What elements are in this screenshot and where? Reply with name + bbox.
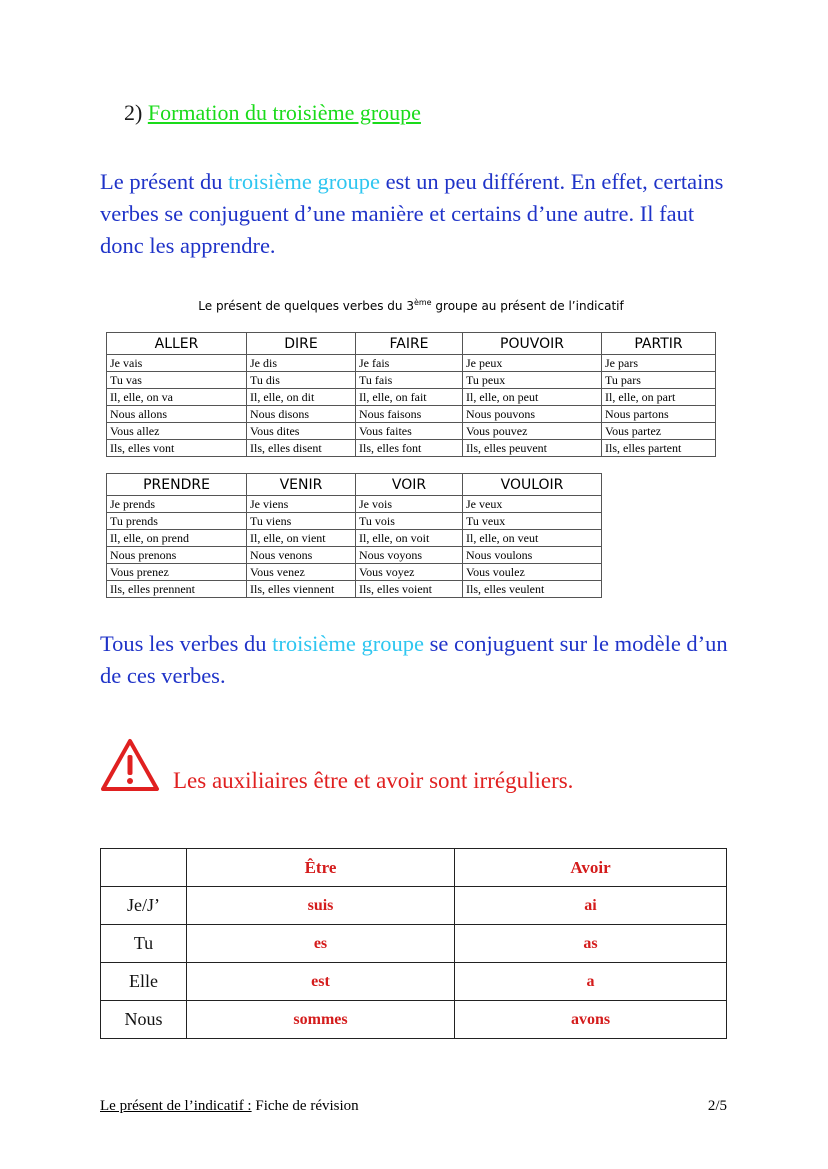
conjugation-cell: Ils, elles veulent bbox=[463, 581, 602, 598]
table-row bbox=[107, 581, 602, 598]
section-title: Formation du troisième groupe bbox=[147, 100, 421, 125]
auxiliaries-table bbox=[100, 848, 727, 1039]
conjugation-cell: Vous allez bbox=[107, 423, 247, 440]
aux-form-cell: suis bbox=[187, 887, 455, 925]
table-header-row bbox=[107, 333, 716, 355]
intro-paragraph bbox=[100, 166, 740, 262]
conjugation-cell: Vous prenez bbox=[107, 564, 247, 581]
caption-text: Le présent de quelques verbes du 3 bbox=[198, 299, 414, 313]
verb-header-partir: PARTIR bbox=[602, 333, 716, 355]
pronoun-cell: Tu bbox=[101, 925, 187, 963]
aux-form-cell: sommes bbox=[187, 1001, 455, 1039]
conjugation-cell: Je veux bbox=[463, 496, 602, 513]
intro-highlight: troisième groupe bbox=[228, 169, 380, 194]
verb-header-venir: VENIR bbox=[247, 474, 356, 496]
verb-header-faire: FAIRE bbox=[356, 333, 463, 355]
warning-text: Les auxiliaires être et avoir sont irréguliers. bbox=[173, 768, 574, 793]
conjugation-cell: Nous venons bbox=[247, 547, 356, 564]
conjugation-cell: Il, elle, on vient bbox=[247, 530, 356, 547]
table-row bbox=[107, 530, 602, 547]
pronoun-cell: Nous bbox=[101, 1001, 187, 1039]
conjugation-cell: Tu viens bbox=[247, 513, 356, 530]
table-row bbox=[107, 496, 602, 513]
conjugation-cell: Ils, elles peuvent bbox=[463, 440, 602, 457]
page-number: 2/5 bbox=[707, 1098, 727, 1114]
verb-header-pouvoir: POUVOIR bbox=[463, 333, 602, 355]
aux-form-cell: a bbox=[455, 963, 727, 1001]
table-row bbox=[107, 440, 716, 457]
conjugation-cell: Nous voulons bbox=[463, 547, 602, 564]
conjugation-cell: Vous dites bbox=[247, 423, 356, 440]
conjugation-cell: Ils, elles viennent bbox=[247, 581, 356, 598]
table-caption bbox=[106, 298, 716, 313]
closing-paragraph bbox=[100, 628, 740, 692]
verb-header-aller: ALLER bbox=[107, 333, 247, 355]
aux-form-cell: est bbox=[187, 963, 455, 1001]
conjugation-cell: Tu vois bbox=[356, 513, 463, 530]
conjugation-cell: Ils, elles prennent bbox=[107, 581, 247, 598]
footer-title-rest: Fiche de révision bbox=[251, 1098, 359, 1114]
conjugation-cell: Tu peux bbox=[463, 372, 602, 389]
conjugation-cell: Il, elle, on part bbox=[602, 389, 716, 406]
table-row bbox=[107, 372, 716, 389]
conjugation-cell: Nous prenons bbox=[107, 547, 247, 564]
conjugation-cell: Nous disons bbox=[247, 406, 356, 423]
table-row bbox=[107, 389, 716, 406]
conjugation-cell: Ils, elles partent bbox=[602, 440, 716, 457]
conjugation-cell: Vous venez bbox=[247, 564, 356, 581]
conjugation-cell: Il, elle, on dit bbox=[247, 389, 356, 406]
closing-text-2: se conjuguent sur le modèle d’un de ces verbes. bbox=[100, 631, 728, 688]
aux-form-cell: es bbox=[187, 925, 455, 963]
verb-header-voir: VOIR bbox=[356, 474, 463, 496]
conjugation-cell: Ils, elles font bbox=[356, 440, 463, 457]
conjugation-cell: Vous voyez bbox=[356, 564, 463, 581]
conjugation-cell: Il, elle, on fait bbox=[356, 389, 463, 406]
caption-superscript: ème bbox=[413, 298, 432, 307]
table-row bbox=[107, 355, 716, 372]
conjugation-cell: Tu fais bbox=[356, 372, 463, 389]
conjugation-cell: Vous faites bbox=[356, 423, 463, 440]
conjugation-cell: Tu prends bbox=[107, 513, 247, 530]
conjugation-cell: Je viens bbox=[247, 496, 356, 513]
table-row bbox=[107, 547, 602, 564]
aux-header-row bbox=[101, 849, 727, 887]
conjugation-cell: Je fais bbox=[356, 355, 463, 372]
caption-text-end: groupe au présent de l’indicatif bbox=[431, 299, 624, 313]
warning-icon bbox=[100, 738, 160, 792]
conjugation-cell: Nous pouvons bbox=[463, 406, 602, 423]
pronoun-cell: Elle bbox=[101, 963, 187, 1001]
aux-header-etre: Être bbox=[187, 849, 455, 887]
conjugation-cell: Vous partez bbox=[602, 423, 716, 440]
conjugation-cell: Tu pars bbox=[602, 372, 716, 389]
conjugation-cell: Il, elle, on va bbox=[107, 389, 247, 406]
conjugation-cell: Tu veux bbox=[463, 513, 602, 530]
conjugation-cell: Tu vas bbox=[107, 372, 247, 389]
table-header-row bbox=[107, 474, 602, 496]
aux-form-cell: ai bbox=[455, 887, 727, 925]
verb-header-prendre: PRENDRE bbox=[107, 474, 247, 496]
table-row bbox=[107, 564, 602, 581]
table-row bbox=[101, 963, 727, 1001]
intro-text-2: est un peu différent. En effet, certains verbes se conjuguent d’une manière et certains d’une autre. Il faut donc les apprendre. bbox=[100, 169, 724, 258]
footer-title bbox=[100, 1098, 359, 1115]
section-heading bbox=[124, 100, 421, 126]
conjugation-cell: Je vois bbox=[356, 496, 463, 513]
conjugation-cell: Je pars bbox=[602, 355, 716, 372]
conjugation-cell: Nous allons bbox=[107, 406, 247, 423]
table-row bbox=[101, 1001, 727, 1039]
aux-form-cell: as bbox=[455, 925, 727, 963]
table-row bbox=[101, 925, 727, 963]
aux-corner-cell bbox=[101, 849, 187, 887]
conjugation-cell: Il, elle, on peut bbox=[463, 389, 602, 406]
conjugation-cell: Il, elle, on veut bbox=[463, 530, 602, 547]
table-row bbox=[107, 406, 716, 423]
conjugation-cell: Ils, elles disent bbox=[247, 440, 356, 457]
conjugation-cell: Je peux bbox=[463, 355, 602, 372]
conjugation-cell: Vous pouvez bbox=[463, 423, 602, 440]
verbs-table-1 bbox=[106, 332, 716, 457]
conjugation-cell: Nous voyons bbox=[356, 547, 463, 564]
section-number: 2) bbox=[124, 100, 143, 125]
footer-title-underlined: Le présent de l’indicatif : bbox=[100, 1098, 252, 1114]
table-row bbox=[107, 513, 602, 530]
verb-header-dire: DIRE bbox=[247, 333, 356, 355]
conjugation-cell: Il, elle, on prend bbox=[107, 530, 247, 547]
closing-text-1: Tous les verbes du bbox=[100, 631, 273, 656]
conjugation-cell: Je prends bbox=[107, 496, 247, 513]
conjugation-cell: Il, elle, on voit bbox=[356, 530, 463, 547]
verbs-table-2 bbox=[106, 473, 602, 598]
conjugation-cell: Je vais bbox=[107, 355, 247, 372]
aux-form-cell: avons bbox=[455, 1001, 727, 1039]
table-row bbox=[107, 423, 716, 440]
conjugation-cell: Vous voulez bbox=[463, 564, 602, 581]
closing-highlight: troisième groupe bbox=[272, 631, 424, 656]
conjugation-cell: Ils, elles voient bbox=[356, 581, 463, 598]
conjugation-cell: Je dis bbox=[247, 355, 356, 372]
table-row bbox=[101, 887, 727, 925]
conjugation-cell: Tu dis bbox=[247, 372, 356, 389]
conjugation-cell: Nous partons bbox=[602, 406, 716, 423]
intro-text-1: Le présent du bbox=[100, 169, 229, 194]
conjugation-cell: Ils, elles vont bbox=[107, 440, 247, 457]
verb-header-vouloir: VOULOIR bbox=[463, 474, 602, 496]
aux-header-avoir: Avoir bbox=[455, 849, 727, 887]
pronoun-cell: Je/J’ bbox=[101, 887, 187, 925]
conjugation-cell: Nous faisons bbox=[356, 406, 463, 423]
